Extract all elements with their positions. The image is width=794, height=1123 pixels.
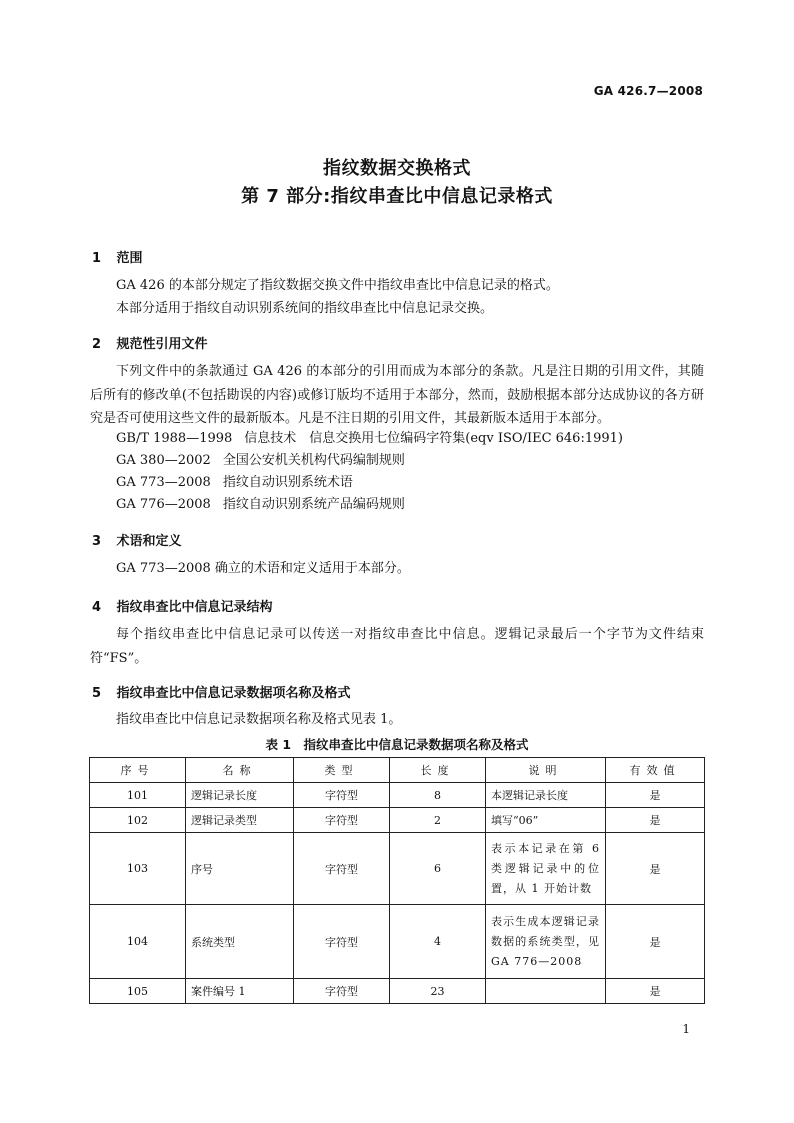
reference-title: 指纹自动识别系统术语 [222,475,353,490]
standard-code: GA 426.7—2008 [593,84,703,98]
data-items-table [89,757,705,1004]
cell-length: 4 [390,905,486,979]
section-title: 术语和定义 [116,534,182,549]
section-number: 2 [92,337,102,352]
section-number: 5 [92,686,102,701]
section-title: 范围 [116,251,143,266]
reference-item [116,495,405,515]
reference-code: GA 773—2008 [116,475,211,490]
header-cell: 有效值 [606,758,705,783]
cell-type: 字符型 [294,783,390,808]
cell-type: 字符型 [294,905,390,979]
cell-valid: 是 [606,905,705,979]
cell-desc [486,979,606,1004]
cell-desc: 本逻辑记录长度 [486,783,606,808]
reference-code: GA 380—2002 [116,453,211,468]
structure-paragraph: 每个指纹串查比中信息记录可以传送一对指纹串查比中信息。逻辑记录最后一个字节为文件结束符“FS”。 [90,627,704,666]
cell-name: 案件编号 1 [186,979,294,1004]
section-heading-5 [92,682,351,701]
section-title: 指纹串查比中信息记录数据项名称及格式 [116,686,351,701]
cell-seq: 101 [90,783,186,808]
header-cell: 类型 [294,758,390,783]
reference-item [116,451,405,471]
table-caption: 表 1 指纹串查比中信息记录数据项名称及格式 [265,737,529,752]
cell-seq: 102 [90,808,186,833]
table-row [90,783,705,808]
table-row [90,979,705,1004]
table-row [90,905,705,979]
header-cell: 序号 [90,758,186,783]
section-title: 指纹串查比中信息记录结构 [116,600,273,615]
cell-valid: 是 [606,833,705,905]
cell-desc: 填写“06” [486,808,606,833]
header-cell: 名称 [186,758,294,783]
table-header-row [90,758,705,783]
cell-seq: 103 [90,833,186,905]
cell-name: 系统类型 [186,905,294,979]
section-heading-1 [92,247,143,266]
header-cell: 长度 [390,758,486,783]
page-number: 1 [682,1022,690,1036]
cell-length: 6 [390,833,486,905]
cell-valid: 是 [606,783,705,808]
cell-desc: 表示本记录在第 6 类逻辑记录中的位置，从 1 开始计数 [486,833,606,905]
cell-name: 逻辑记录类型 [186,808,294,833]
cell-seq: 105 [90,979,186,1004]
cell-type: 字符型 [294,979,390,1004]
reference-code: GA 776—2008 [116,497,211,512]
header-cell: 说明 [486,758,606,783]
section-heading-3 [92,530,182,549]
cell-length: 8 [390,783,486,808]
reference-title: 指纹自动识别系统产品编码规则 [222,497,405,512]
cell-type: 字符型 [294,808,390,833]
cell-seq: 104 [90,905,186,979]
scope-paragraph-2: 本部分适用于指纹自动识别系统间的指纹串查比中信息记录交换。 [116,301,494,316]
table-row [90,833,705,905]
section-title: 规范性引用文件 [116,337,208,352]
cell-name: 序号 [186,833,294,905]
section-number: 1 [92,251,102,266]
document-subtitle: 第 7 部分:指纹串查比中信息记录格式 [241,186,553,207]
reference-title: 信息技术 信息交换用七位编码字符集(eqv ISO/IEC 646:1991) [244,431,623,446]
cell-length: 23 [390,979,486,1004]
section-number: 3 [92,534,102,549]
cell-type: 字符型 [294,833,390,905]
reference-code: GB/T 1988—1998 [116,431,233,446]
cell-desc: 表示生成本逻辑记录数据的系统类型，见 GA 776—2008 [486,905,606,979]
cell-name: 逻辑记录长度 [186,783,294,808]
section-heading-2 [92,333,208,352]
reference-item [116,429,623,449]
section-heading-4 [92,596,273,615]
cell-valid: 是 [606,979,705,1004]
terms-paragraph: GA 773—2008 确立的术语和定义适用于本部分。 [116,561,410,576]
format-paragraph: 指纹串查比中信息记录数据项名称及格式见表 1。 [116,712,402,727]
reference-title: 全国公安机关机构代码编制规则 [222,453,405,468]
reference-item [116,473,353,493]
cell-length: 2 [390,808,486,833]
normative-paragraph: 下列文件中的条款通过 GA 426 的本部分的引用而成为本部分的条款。凡是注日期的引用文件，其随后所有的修改单(不包括勘误的内容)或修订版均不适用于本部分，然而，鼓励根据本部分达成协议的各方研究是否可使用这些文件的最新版本。凡是不注日期的引用文件，其最新版本适用于本部分。 [90,364,704,426]
scope-paragraph-1: GA 426 的本部分规定了指纹数据交换文件中指纹串查比中信息记录的格式。 [116,278,559,293]
cell-valid: 是 [606,808,705,833]
table-row [90,808,705,833]
section-number: 4 [92,600,102,615]
document-title: 指纹数据交换格式 [323,158,471,179]
